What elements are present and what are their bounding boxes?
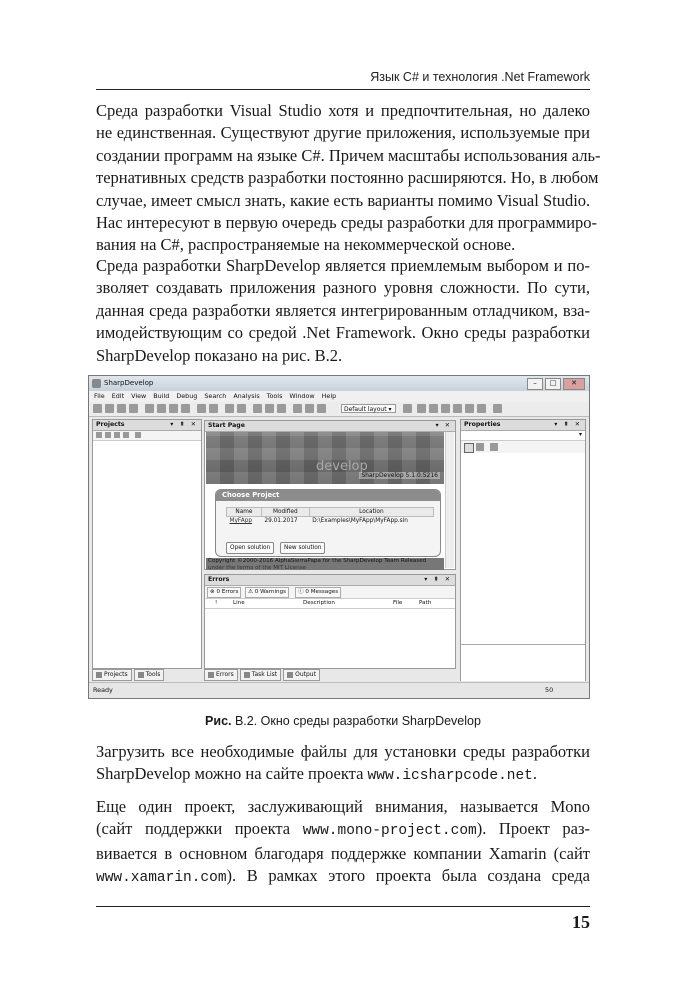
text-segment: ). В рамках этого проекта была создана среда bbox=[226, 866, 590, 886]
url-text: www.mono-project.com bbox=[302, 823, 477, 840]
layout-dropdown[interactable]: Default layout ▾ bbox=[341, 404, 396, 413]
outdent-icon[interactable] bbox=[429, 404, 438, 413]
vertical-scrollbar[interactable] bbox=[445, 432, 454, 568]
text-segment: SharpDevelop можно на сайте проекта bbox=[96, 764, 368, 784]
running-head: Язык C# и технология .Net Framework bbox=[370, 70, 590, 84]
column-header[interactable]: Name bbox=[227, 508, 262, 517]
url-text: www.xamarin.com bbox=[96, 870, 227, 887]
stop-icon[interactable] bbox=[277, 404, 286, 413]
menu-debug[interactable]: Debug bbox=[176, 392, 198, 400]
choose-project-header: Choose Project bbox=[216, 490, 440, 501]
menu-window[interactable]: Window bbox=[289, 392, 315, 400]
bookmark-icon[interactable] bbox=[441, 404, 450, 413]
text-line bbox=[96, 818, 590, 842]
page-number: 15 bbox=[572, 912, 590, 932]
tab-label: Task List bbox=[251, 671, 278, 678]
text-line: имодействующим со средой .Net Framework. Окно среды разработки bbox=[96, 323, 590, 343]
text-segment: . bbox=[532, 764, 537, 784]
menu-help[interactable]: Help bbox=[321, 392, 337, 400]
paste-icon[interactable] bbox=[169, 404, 178, 413]
errors-filter-button[interactable]: ⊗ 0 Errors bbox=[207, 587, 241, 598]
start-page-tab[interactable] bbox=[205, 421, 455, 432]
tab-output[interactable] bbox=[283, 669, 320, 681]
location-cell: D:\Examples\MyFApp\MyFApp.sln bbox=[312, 518, 408, 524]
copyright-line-1: Copyright ©2000-2016 AlphaSierraPapa for the SharpDevelop Team Released bbox=[208, 558, 427, 564]
alphabetical-icon[interactable] bbox=[476, 443, 484, 451]
text-line: не единственная. Существуют другие приложения, используемые при bbox=[96, 123, 590, 143]
menu-edit[interactable]: Edit bbox=[111, 392, 125, 400]
run-icon[interactable] bbox=[253, 404, 262, 413]
project-tool-icon[interactable] bbox=[135, 432, 141, 438]
text-line: Среда разработки SharpDevelop является приемлемым выбором и по- bbox=[96, 256, 590, 275]
app-icon bbox=[92, 379, 101, 388]
property-pages-icon[interactable] bbox=[490, 443, 498, 451]
text-line bbox=[96, 763, 590, 787]
step-into-icon[interactable] bbox=[305, 404, 314, 413]
text-line: случае, имеет смысл знать, какие есть варианты помимо Visual Studio. bbox=[96, 190, 591, 210]
menu-file[interactable]: File bbox=[94, 392, 105, 400]
project-tool-icon[interactable] bbox=[105, 432, 111, 438]
text-segment: (сайт поддержки проекта bbox=[96, 819, 303, 839]
step-out-icon[interactable] bbox=[317, 404, 326, 413]
start-page-panel bbox=[204, 420, 456, 570]
prev-bookmark-icon[interactable] bbox=[453, 404, 462, 413]
errors-count: 0 Errors bbox=[216, 589, 239, 595]
warnings-filter-button[interactable]: ⚠ 0 Warnings bbox=[245, 587, 289, 598]
errors-panel-header bbox=[205, 575, 455, 586]
errors-panel bbox=[204, 574, 456, 669]
text-line: Загрузить все необходимые файлы для установки среды разработки bbox=[96, 742, 590, 761]
caption-text: В.2. Окно среды разработки SharpDevelop bbox=[231, 714, 481, 728]
text-line: зволяет создавать приложения разного уровня сложности. По сути, bbox=[96, 278, 590, 298]
new-file-icon[interactable] bbox=[93, 404, 102, 413]
step-over-icon[interactable] bbox=[293, 404, 302, 413]
text-line: вивается в основном благодаря поддержке компании Xamarin (сайт bbox=[96, 843, 590, 863]
start-page-banner bbox=[206, 432, 444, 484]
errors-toolbar bbox=[205, 586, 455, 599]
copyright-line-2: under the terms of the MIT License bbox=[208, 565, 306, 570]
next-bookmark-icon[interactable] bbox=[465, 404, 474, 413]
tab-label: Tools bbox=[145, 671, 161, 678]
project-link[interactable]: MyFApp bbox=[229, 518, 253, 524]
projects-toolbar bbox=[93, 431, 201, 441]
text-line: данная среда разработки является интегрированным отладчиком, вза- bbox=[96, 300, 590, 320]
output-icon bbox=[287, 672, 293, 678]
url-text: www.icsharpcode.net bbox=[367, 768, 533, 785]
text-line: тернативных средств разработки постоянно расширяются. Но, в любом bbox=[96, 168, 599, 188]
menu-analysis[interactable]: Analysis bbox=[233, 392, 260, 400]
comment-icon[interactable] bbox=[403, 404, 412, 413]
build-icon[interactable] bbox=[225, 404, 234, 413]
table-row bbox=[227, 517, 434, 526]
tab-errors[interactable] bbox=[204, 669, 238, 681]
text-line: Среда разработки Visual Studio хотя и предпочтительная, но далеко bbox=[96, 101, 590, 120]
properties-description-area bbox=[461, 644, 585, 681]
window-title: SharpDevelop bbox=[104, 379, 154, 387]
delete-icon[interactable] bbox=[181, 404, 190, 413]
tab-tools[interactable] bbox=[134, 669, 165, 681]
window-titlebar bbox=[89, 376, 589, 391]
categorized-icon[interactable] bbox=[464, 443, 474, 453]
start-page-controls[interactable]: ▾ ✕ bbox=[435, 422, 452, 429]
paragraph-4 bbox=[96, 796, 590, 890]
modified-cell: 29.01.2017 bbox=[264, 518, 298, 524]
version-label: SharpDevelop 5.1.0.5216 bbox=[361, 472, 438, 479]
status-number: 50 bbox=[545, 686, 554, 694]
projects-panel bbox=[92, 419, 202, 669]
projects-panel-header bbox=[93, 420, 201, 431]
open-icon[interactable] bbox=[105, 404, 114, 413]
paragraph-3 bbox=[96, 741, 590, 788]
column-header[interactable]: Description bbox=[303, 600, 335, 606]
cut-icon[interactable] bbox=[145, 404, 154, 413]
copy-icon[interactable] bbox=[157, 404, 166, 413]
status-text: Ready bbox=[93, 686, 113, 694]
menu-bar bbox=[89, 391, 589, 402]
clear-bookmarks-icon[interactable] bbox=[477, 404, 486, 413]
footer-rule bbox=[96, 906, 590, 907]
project-tool-icon[interactable] bbox=[123, 432, 129, 438]
find-icon[interactable] bbox=[493, 404, 502, 413]
text-line: создании программ на языке C#. Причем масштабы использования аль- bbox=[96, 145, 601, 165]
properties-grid bbox=[461, 453, 585, 643]
layout-dropdown-value: Default layout bbox=[344, 406, 387, 413]
errors-panel-title: Errors bbox=[208, 576, 230, 583]
tab-task-list[interactable] bbox=[240, 669, 281, 681]
project-tool-icon[interactable] bbox=[96, 432, 102, 438]
save-icon[interactable] bbox=[117, 404, 126, 413]
minimize-button[interactable]: – bbox=[527, 378, 543, 390]
banner-logo-text: develop bbox=[316, 459, 368, 474]
status-bar bbox=[89, 682, 589, 699]
recent-projects-table bbox=[226, 507, 434, 525]
text-line: вания на C#, распространяемые на некоммерческой основе. bbox=[96, 235, 516, 255]
paragraph-2 bbox=[96, 255, 590, 367]
text-line: Нас интересуют в первую очередь среды разработки для программиро- bbox=[96, 213, 598, 233]
column-header[interactable]: Line bbox=[233, 600, 245, 606]
header-rule bbox=[96, 89, 590, 90]
task-list-icon bbox=[244, 672, 250, 678]
close-button[interactable]: ✕ bbox=[563, 378, 585, 390]
messages-filter-button[interactable]: ⓘ 0 Messages bbox=[295, 587, 341, 598]
text-line bbox=[96, 865, 590, 889]
figure-caption bbox=[96, 714, 590, 728]
properties-object-dropdown[interactable]: ▾ bbox=[461, 431, 585, 441]
pause-icon[interactable] bbox=[265, 404, 274, 413]
properties-panel-header bbox=[461, 420, 585, 431]
menu-build[interactable]: Build bbox=[153, 392, 170, 400]
column-header[interactable]: ! bbox=[215, 600, 218, 606]
properties-panel-controls[interactable]: ▾ ⇞ ✕ bbox=[554, 421, 582, 428]
text-line: SharpDevelop показано на рис. В.2. bbox=[96, 345, 343, 365]
column-header[interactable]: Modified bbox=[261, 508, 309, 517]
menu-tools[interactable]: Tools bbox=[266, 392, 283, 400]
save-all-icon[interactable] bbox=[129, 404, 138, 413]
main-toolbar bbox=[89, 402, 589, 417]
start-page-title: Start Page bbox=[208, 422, 245, 429]
paragraph-1 bbox=[96, 100, 601, 257]
undo-icon[interactable] bbox=[197, 404, 206, 413]
project-tool-icon[interactable] bbox=[114, 432, 120, 438]
new-solution-button[interactable]: New solution bbox=[280, 542, 325, 554]
tab-label: Output bbox=[295, 671, 316, 678]
panel-controls[interactable]: ▾ ⇞ ✕ bbox=[170, 421, 198, 428]
maximize-button[interactable]: □ bbox=[545, 378, 561, 390]
menu-search[interactable]: Search bbox=[204, 392, 227, 400]
sharpdevelop-window-screenshot bbox=[88, 375, 590, 699]
tab-label: Errors bbox=[216, 671, 234, 678]
copyright-bar bbox=[206, 558, 444, 570]
projects-panel-title: Projects bbox=[96, 421, 125, 428]
column-header[interactable]: File bbox=[393, 600, 403, 606]
projects-icon bbox=[96, 672, 102, 678]
text-line: Еще один проект, заслуживающий внимания, называется Mono bbox=[96, 797, 590, 816]
caption-label: Рис. bbox=[205, 714, 232, 728]
messages-count: 0 Messages bbox=[305, 589, 339, 595]
properties-panel bbox=[460, 419, 586, 681]
indent-icon[interactable] bbox=[417, 404, 426, 413]
warnings-count: 0 Warnings bbox=[254, 589, 287, 595]
redo-icon[interactable] bbox=[209, 404, 218, 413]
rebuild-icon[interactable] bbox=[237, 404, 246, 413]
errors-columns bbox=[205, 599, 455, 609]
menu-view[interactable]: View bbox=[131, 392, 147, 400]
properties-panel-title: Properties bbox=[464, 421, 501, 428]
open-solution-button[interactable]: Open solution bbox=[226, 542, 274, 554]
tools-icon bbox=[138, 672, 144, 678]
text-segment: ). Проект раз- bbox=[476, 819, 590, 839]
tab-label: Projects bbox=[104, 671, 128, 678]
errors-icon bbox=[208, 672, 214, 678]
errors-panel-controls[interactable]: ▾ ⇞ ✕ bbox=[424, 576, 452, 583]
choose-project-box bbox=[215, 489, 441, 557]
column-header[interactable]: Location bbox=[309, 508, 433, 517]
tab-projects[interactable] bbox=[92, 669, 132, 681]
column-header[interactable]: Path bbox=[419, 600, 432, 606]
